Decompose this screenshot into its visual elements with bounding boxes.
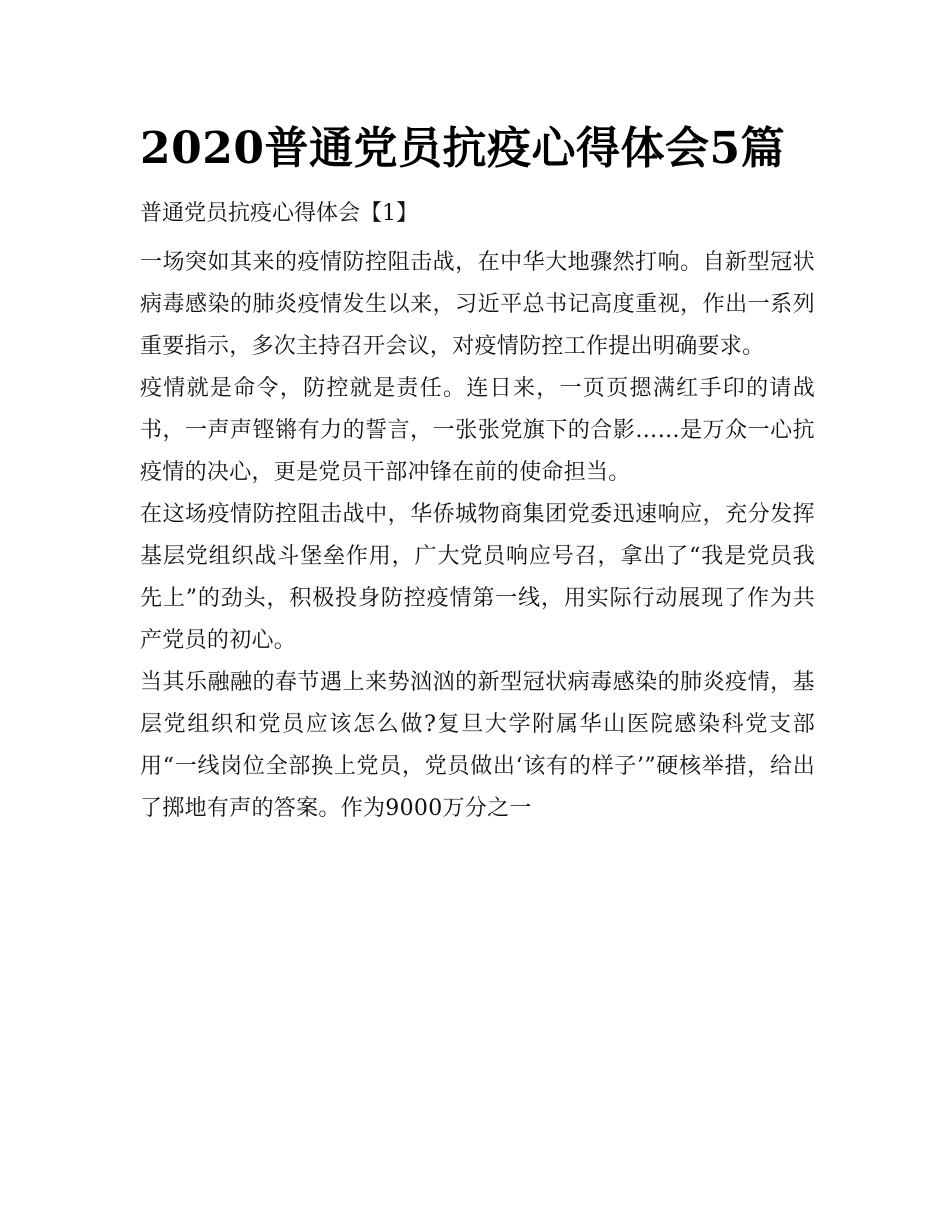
paragraph-1: 一场突如其来的疫情防控阻击战，在中华大地骤然打响。自新型冠状病毒感染的肺炎疫情发生以来，习近平总书记高度重视，作出一系列重要指示，多次主持召开会议，对疫情防控工作提出明确要求。 bbox=[140, 250, 815, 359]
paragraph-3: 在这场疫情防控阻击战中，华侨城物商集团党委迅速响应，充分发挥基层党组织战斗堡垒作用，广大党员响应号召，拿出了“我是党员我先上”的劲头，积极投身防控疫情第一线，用实际行动展现了作为共产党员的初心。 bbox=[140, 502, 815, 653]
document-title: 2020普通党员抗疫心得体会5篇 bbox=[140, 123, 786, 174]
paragraph-4: 当其乐融融的春节遇上来势汹汹的新型冠状病毒感染的肺炎疫情，基层党组织和党员应该怎么做?复旦大学附属华山医院感染科党支部用“一线岗位全部换上党员，党员做出‘该有的样子’”硬核举措，给出了掷地有声的答案。作为9000万分之一 bbox=[140, 670, 815, 821]
section-heading: 普通党员抗疫心得体会【1】 bbox=[140, 201, 418, 226]
paragraph-2: 疫情就是命令，防控就是责任。连日来，一页页摁满红手印的请战书，一声声铿锵有力的誓言，一张张党旗下的合影……是万众一心抗疫情的决心，更是党员干部冲锋在前的使命担当。 bbox=[140, 376, 815, 485]
document-body bbox=[140, 118, 815, 830]
